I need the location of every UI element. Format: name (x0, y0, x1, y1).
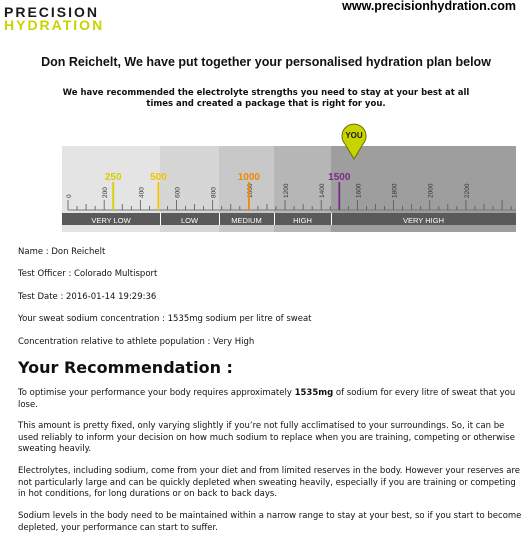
tick-label: 1200 (283, 183, 291, 198)
tick-label: 1400 (319, 183, 327, 198)
tick-label: 1600 (355, 183, 363, 198)
plan-title: Don Reichelt, We have put together your personalised hydration plan below (41, 55, 491, 69)
p1-sodium-amount: 1535mg (294, 388, 334, 398)
tick-label: 0 (66, 194, 73, 198)
sodium-scale (62, 146, 516, 232)
logo-line-2: HYDRATION (4, 17, 105, 33)
recommendation-paragraph-4: Sodium levels in the body need to be maintained within a narrow range to stay at your best, so if you start to become depleted, your performance can start to suffer. (18, 511, 522, 533)
marker-label: 250 (104, 172, 122, 183)
p1-text-end: of sodium for every litre of sweat that you lose. (18, 388, 516, 410)
plan-subtitle: We have recommended the electrolyte strengths you need to stay at your best at all times and created a package that is right for you. (62, 88, 470, 109)
marker-label: 1000 (237, 172, 260, 183)
band-label-low: LOW (180, 216, 199, 225)
you-label: YOU (345, 131, 363, 140)
band-label-very-high: VERY HIGH (403, 216, 444, 225)
logo-line-1: PRECISION (4, 4, 100, 20)
tick-label: 2200 (463, 183, 471, 198)
tick-label: 200 (102, 187, 110, 198)
tick-label: 600 (174, 187, 182, 198)
p1-text-start: To optimise your performance your body requires approximately (18, 388, 295, 398)
precision-hydration-logo (4, 6, 104, 32)
tick-label: 400 (138, 187, 146, 198)
recommendation-paragraph-3: Electrolytes, including sodium, come from your diet and from limited reserves in the body. However your reserves are not particularly large and can be quickly depleted when sweating heavily, especially if you are training or competing in hot conditions, for long durations or on back to back days. (18, 466, 521, 499)
marker-label: 1500 (328, 172, 351, 183)
you-pin-icon (341, 122, 367, 160)
tick-label: 2000 (427, 183, 435, 198)
tick-label: 1800 (391, 183, 399, 198)
recommendation-paragraph-1 (18, 388, 524, 411)
band-label-very-low: VERY LOW (91, 216, 131, 225)
detail-test-date: Test Date : 2016-01-14 19:29:36 (18, 292, 157, 302)
site-url-link[interactable]: www.precisionhydration.com (342, 0, 516, 13)
tick-label: 1000 (246, 183, 254, 198)
tick-label: 800 (210, 187, 218, 198)
detail-sweat-sodium: Your sweat sodium concentration : 1535mg sodium per litre of sweat (18, 314, 312, 324)
band-label-high: HIGH (293, 216, 312, 225)
detail-test-officer: Test Officer : Colorado Multisport (18, 269, 158, 279)
detail-name: Name : Don Reichelt (18, 247, 106, 257)
recommendation-heading: Your Recommendation : (18, 358, 233, 377)
marker-label: 500 (150, 172, 167, 183)
band-label-medium: MEDIUM (231, 216, 262, 225)
detail-relative-concentration: Concentration relative to athlete population : Very High (18, 337, 255, 347)
recommendation-paragraph-2: This amount is pretty fixed, only varying slightly if you’re not fully acclimatised to your surroundings. So, it can be used reliably to inform your decision on how much sodium to replace when you are training, competing or otherwise sweating heavily. (18, 421, 515, 454)
